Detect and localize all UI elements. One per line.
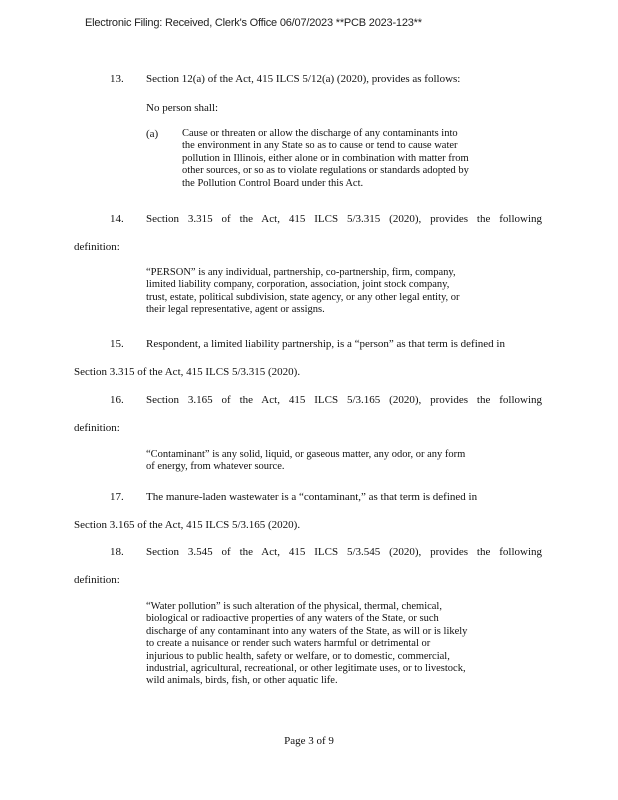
quote-line: limited liability company, corporation, association, joint stock company, <box>146 279 450 291</box>
quote-line: “Water pollution” is such alteration of the physical, thermal, chemical, <box>146 601 442 612</box>
para-17-number: 17. <box>110 491 124 503</box>
filing-header: Electronic Filing: Received, Clerk's Office 06/07/2023 **PCB 2023-123** <box>85 17 422 29</box>
para-13-item-line: pollution in Illinois, either alone or in combination with matter from <box>182 152 469 164</box>
para-16-number: 16. <box>110 394 124 406</box>
para-18-line-2: definition: <box>74 574 120 586</box>
quote-line: industrial, agricultural, recreational, or other legitimate uses, or to livestock, <box>146 663 466 675</box>
para-15-line-2: Section 3.315 of the Act, 415 ILCS 5/3.315 (2020). <box>74 366 301 378</box>
quote-line: wild animals, birds, fish, or other aquatic life. <box>146 675 338 687</box>
quote-line: of energy, from whatever source. <box>146 461 285 473</box>
para-17-line-2: Section 3.165 of the Act, 415 ILCS 5/3.165 (2020). <box>74 519 301 531</box>
para-16-line-1: Section 3.165 of the Act, 415 ILCS 5/3.165 (2020), provides the following <box>146 394 542 406</box>
para-13-item-line: Cause or threaten or allow the discharge of any contaminants into <box>182 128 458 139</box>
quote-line: injurious to public health, safety or welfare, or to domestic, commercial, <box>146 650 450 662</box>
para-17-line-1: The manure-laden wastewater is a “contaminant,” as that term is defined in <box>146 491 478 503</box>
quote-line: biological or radioactive properties of any waters of the State, or such <box>146 613 439 625</box>
quote-line: “PERSON” is any individual, partnership, co-partnership, firm, company, <box>146 267 456 278</box>
quote-line: their legal representative, agent or assigns. <box>146 304 325 316</box>
person-definition-quote <box>146 267 460 317</box>
page-number: Page 3 of 9 <box>284 735 334 747</box>
para-16-line-2: definition: <box>74 422 120 434</box>
para-13-item-line: the environment in any State so as to cause or tend to cause water <box>182 140 458 152</box>
para-14-line-2: definition: <box>74 241 120 253</box>
para-18-number: 18. <box>110 546 124 558</box>
para-13-lead: No person shall: <box>146 102 219 114</box>
para-13-item-text <box>182 128 469 190</box>
quote-line: to create a nuisance or render such waters harmful or detrimental or <box>146 638 431 650</box>
para-13-item-line: the Pollution Control Board under this Act. <box>182 177 364 189</box>
water-pollution-definition-quote <box>146 601 467 688</box>
para-14-number: 14. <box>110 213 124 225</box>
para-13-number: 13. <box>110 73 124 85</box>
para-13-text: Section 12(a) of the Act, 415 ILCS 5/12(a) (2020), provides as follows: <box>146 73 461 85</box>
para-13-item-line: other sources, or so as to violate regulations or standards adopted by <box>182 165 469 177</box>
quote-line: discharge of any contaminant into any waters of the State, as will or is likely <box>146 625 468 637</box>
quote-line: “Contaminant” is any solid, liquid, or gaseous matter, any odor, or any form <box>146 449 466 460</box>
para-14-line-1: Section 3.315 of the Act, 415 ILCS 5/3.315 (2020), provides the following <box>146 213 542 225</box>
quote-line: trust, estate, political subdivision, state agency, or any other legal entity, or <box>146 291 460 303</box>
para-15-number: 15. <box>110 338 124 350</box>
para-13-item-label: (a) <box>146 128 159 140</box>
contaminant-definition-quote <box>146 449 465 474</box>
para-15-line-1: Respondent, a limited liability partnership, is a “person” as that term is defined in <box>146 338 505 350</box>
para-18-line-1: Section 3.545 of the Act, 415 ILCS 5/3.545 (2020), provides the following <box>146 546 542 558</box>
